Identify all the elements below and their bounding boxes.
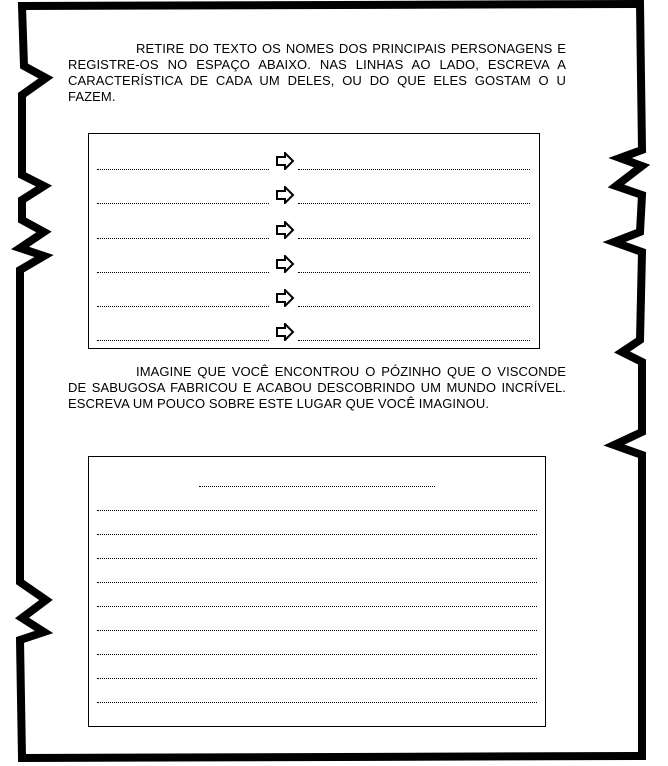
right-arrow-outline-icon	[275, 255, 295, 273]
right-arrow-outline-icon	[275, 289, 295, 307]
instruction-imagine: IMAGINE QUE VOCÊ ENCONTROU O PÓZINHO QUE O VISCONDE DE SABUGOSA FABRICOU E ACABOU DESCOBRINDO UM MUNDO INCRÍVEL. ESCREVA UM POUCO SOBRE ESTE LUGAR QUE VOCÊ IMAGINOU.	[68, 364, 566, 411]
writing-line[interactable]	[97, 582, 537, 583]
writing-line[interactable]	[97, 510, 537, 511]
writing-line[interactable]	[97, 534, 537, 535]
character-name-line[interactable]	[97, 169, 269, 170]
right-arrow-outline-icon	[275, 221, 295, 239]
right-arrow-outline-icon	[275, 152, 295, 170]
right-arrow-outline-icon	[275, 323, 295, 341]
character-row	[97, 186, 531, 206]
character-row	[97, 289, 531, 309]
writing-answer-box	[88, 456, 546, 727]
character-name-line[interactable]	[97, 203, 269, 204]
character-name-line[interactable]	[97, 340, 269, 341]
character-trait-line[interactable]	[298, 203, 530, 204]
character-row	[97, 152, 531, 172]
character-trait-line[interactable]	[298, 238, 530, 239]
character-row	[97, 221, 531, 241]
character-name-line[interactable]	[97, 272, 269, 273]
characters-answer-box	[88, 133, 540, 349]
character-row	[97, 323, 531, 343]
character-trait-line[interactable]	[298, 340, 530, 341]
title-line[interactable]	[199, 486, 435, 487]
writing-line[interactable]	[97, 558, 537, 559]
character-trait-line[interactable]	[298, 272, 530, 273]
writing-line[interactable]	[97, 630, 537, 631]
writing-line[interactable]	[97, 606, 537, 607]
character-trait-line[interactable]	[298, 169, 530, 170]
writing-line[interactable]	[97, 678, 537, 679]
character-name-line[interactable]	[97, 306, 269, 307]
character-trait-line[interactable]	[298, 306, 530, 307]
right-arrow-outline-icon	[275, 186, 295, 204]
writing-line[interactable]	[97, 702, 537, 703]
instruction-characters: RETIRE DO TEXTO OS NOMES DOS PRINCIPAIS PERSONAGENS E REGISTRE-OS NO ESPAÇO ABAIXO. NAS LINHAS AO LADO, ESCREVA A CARACTERÍSTICA DE CADA UM DELES, OU DO QUE ELES GOSTAM O U FAZEM.	[68, 41, 566, 104]
character-row	[97, 255, 531, 275]
writing-line[interactable]	[97, 654, 537, 655]
character-name-line[interactable]	[97, 238, 269, 239]
